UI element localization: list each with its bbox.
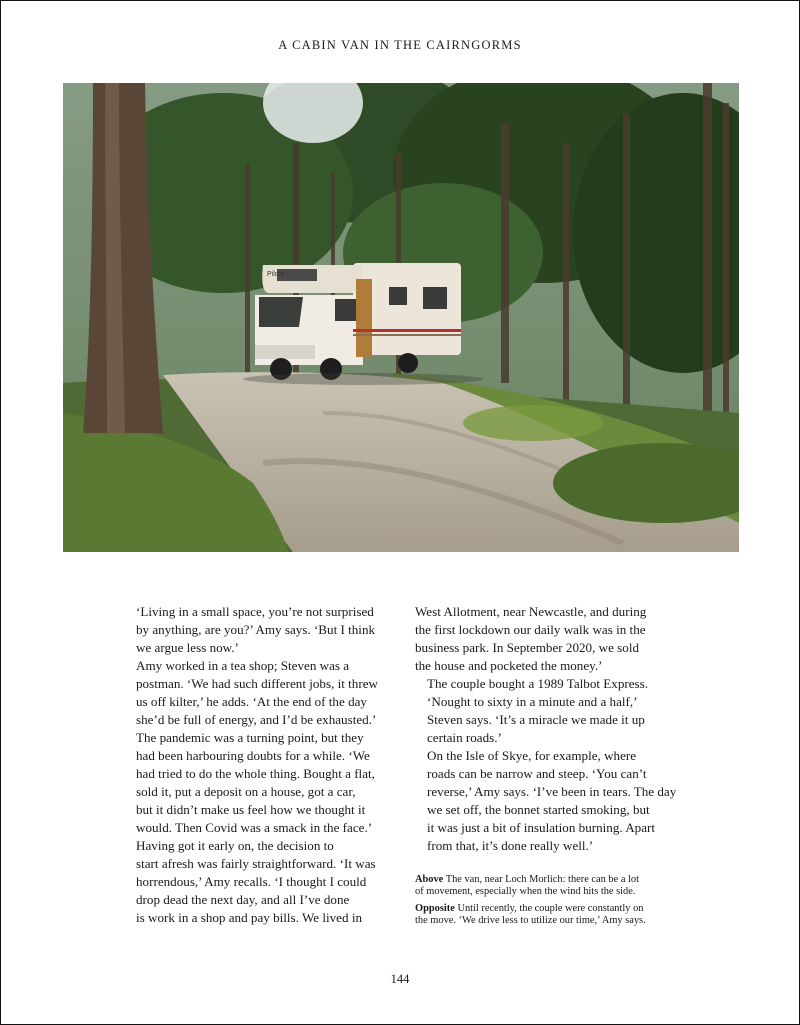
running-head: A CABIN VAN IN THE CAIRNGORMS <box>278 38 522 52</box>
photo-illustration <box>63 83 739 552</box>
caption-above: Above The van, near Loch Morlich: there can be a lot of movement, especially when the wind hits the side. <box>415 874 640 897</box>
paragraph: Having got it early on, the decision to start afresh was fairly straightforward. ‘It was horrendous,’ Amy recalls. ‘I thought I could drop dead the next day, and all I’ve done is work in a shop and pay bills. We lived in <box>136 838 376 925</box>
caption-opposite: Opposite Until recently, the couple were constantly on the move. ‘We drive less to utilize our time,’ Amy says. <box>415 903 646 926</box>
caption-label: Opposite <box>415 903 455 914</box>
paragraph: On the Isle of Skye, for example, where roads can be narrow and steep. ‘You can’t reverse,’ Amy says. ‘I’ve been in tears. The day we set off, the bonnet started smoking, but it was just a bit of insulation burning. Apart from that, it’s done really well.’ <box>427 748 677 853</box>
paragraph: The couple bought a 1989 Talbot Express. ‘Nought to sixty in a minute and a half,’ Steven says. ‘It’s a miracle we made it up certain roads.’ <box>427 676 649 745</box>
caption-label: Above <box>415 874 444 885</box>
paragraph: The pandemic was a turning point, but they had been harbouring doubts for a while. ‘We had tried to do the whole thing. Bought a flat, sold it, put a deposit on a house, got a car, but it didn’t make us feel how we thought it would. Then Covid was a smack in the face.’ <box>136 730 375 835</box>
forest-campervan-photo <box>63 83 739 552</box>
left-text-column <box>124 603 392 927</box>
van-brand-text: Pilote <box>267 271 285 278</box>
paragraph: ‘Living in a small space, you’re not surprised by anything, are you?’ Amy says. ‘But I think we argue less now.’ <box>136 604 376 655</box>
right-text-column <box>415 603 683 855</box>
paragraph: Amy worked in a tea shop; Steven was a postman. ‘We had such different jobs, it threw us off kilter,’ he adds. ‘At the end of the day she’d be full of energy, and I’d be exhausted.’ <box>136 658 378 727</box>
photo-captions <box>415 874 690 932</box>
page-number: 144 <box>390 972 410 986</box>
paragraph: West Allotment, near Newcastle, and during the first lockdown our daily walk was in the business park. In September 2020, we sold the house and pocketed the money.’ <box>415 604 647 673</box>
